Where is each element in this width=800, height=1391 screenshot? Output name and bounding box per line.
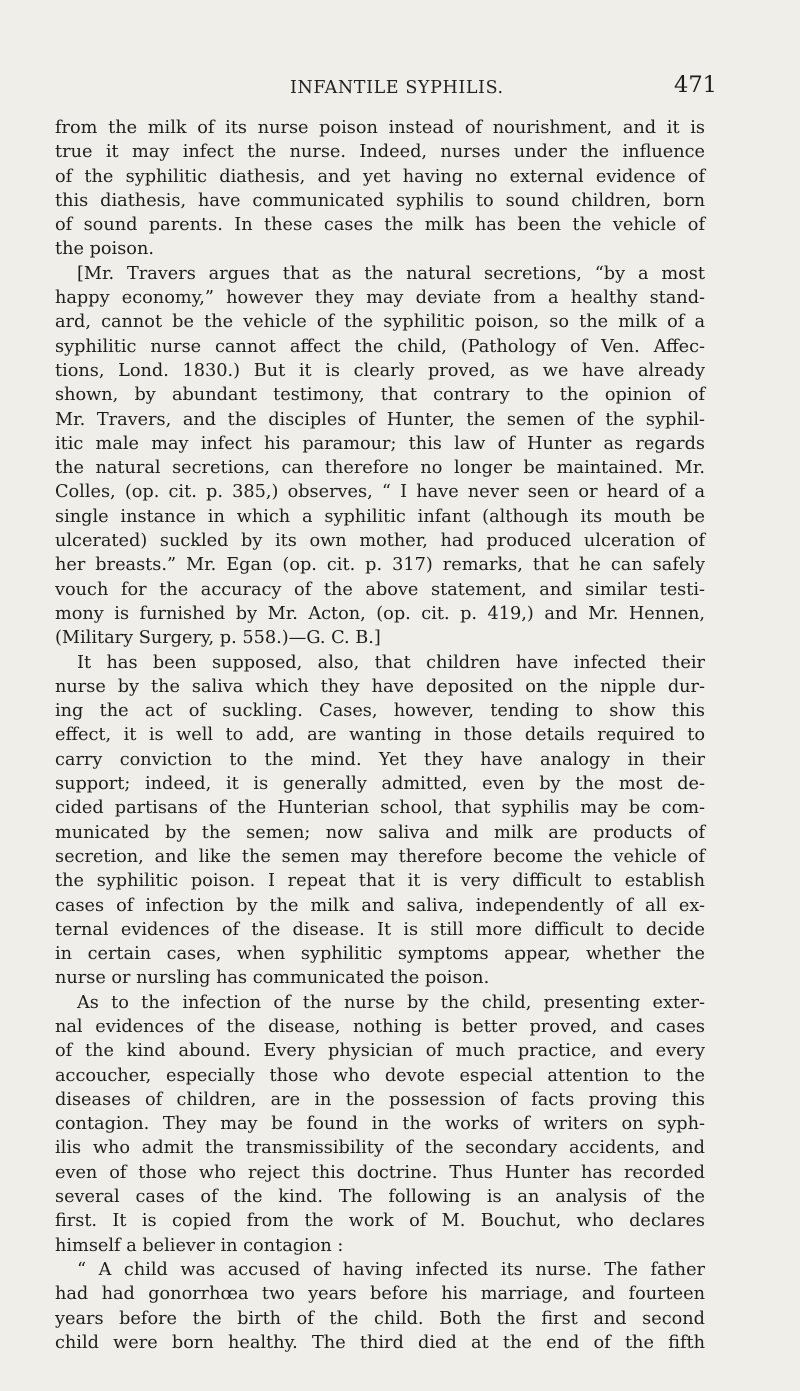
text-line: single instance in which a syphilitic infant (although its mouth be (55, 506, 705, 527)
text-line: As to the infection of the nurse by the child, presenting exter- (77, 992, 705, 1013)
running-head (0, 72, 800, 114)
text-line: her breasts.” Mr. Egan (op. cit. p. 317) remarks, that he can safely (55, 555, 705, 576)
text-line: (Military Surgery, p. 558.)—G. C. B.] (55, 628, 381, 649)
text-line: had had gonorrhœa two years before his marriage, and fourteen (55, 1284, 705, 1305)
text-line: ilis who admit the transmissibility of the secondary accidents, and (55, 1138, 705, 1159)
text-line: mony is furnished by Mr. Acton, (op. cit. p. 419,) and Mr. Hennen, (55, 603, 705, 624)
text-line: years before the birth of the child. Both the first and second (55, 1308, 705, 1329)
text-line: diseases of children, are in the possession of facts proving this (55, 1089, 705, 1110)
text-line: itic male may infect his paramour; this law of Hunter as regards (55, 433, 705, 454)
text-line: this diathesis, have communicated syphilis to sound children, born (55, 190, 705, 211)
text-line: of the kind abound. Every physician of much practice, and every (55, 1041, 705, 1062)
text-line: Mr. Travers, and the disciples of Hunter, the semen of the syphil- (55, 409, 705, 430)
text-line: nurse or nursling has communicated the poison. (55, 968, 490, 989)
text-line: nal evidences of the disease, nothing is better proved, and cases (55, 1016, 705, 1037)
text-line: tions, Lond. 1830.) But it is clearly proved, as we have already (55, 360, 705, 381)
text-line: ard, cannot be the vehicle of the syphilitic poison, so the milk of a (55, 312, 705, 333)
text-line: child were born healthy. The third died at the end of the fifth (55, 1332, 705, 1353)
text-line: even of those who reject this doctrine. Thus Hunter has recorded (55, 1162, 705, 1183)
text-line: the natural secretions, can therefore no longer be maintained. Mr. (55, 458, 705, 479)
text-line: support; indeed, it is generally admitted, even by the most de- (55, 774, 705, 795)
text-line: true it may infect the nurse. Indeed, nurses under the influence (55, 142, 705, 163)
text-line: from the milk of its nurse poison instead of nourishment, and it is (55, 118, 705, 138)
text-line: vouch for the accuracy of the above statement, and similar testi- (55, 579, 705, 600)
text-line: shown, by abundant testimony, that contrary to the opinion of (55, 385, 705, 406)
page-number: 471 (674, 72, 717, 98)
text-line: secretion, and like the semen may therefore become the vehicle of (55, 846, 705, 867)
text-line: Colles, (op. cit. p. 385,) observes, “ I have never seen or heard of a (55, 482, 705, 503)
text-line: ulcerated) suckled by its own mother, had produced ulceration of (55, 531, 705, 552)
text-line: happy economy,” however they may deviate from a healthy stand- (55, 288, 705, 309)
text-line: the poison. (55, 239, 154, 260)
text-line: ternal evidences of the disease. It is still more difficult to decide (55, 919, 705, 940)
body-text (55, 116, 705, 1355)
text-line: carry conviction to the mind. Yet they have analogy in their (55, 749, 705, 770)
text-line: cided partisans of the Hunterian school, that syphilis may be com- (55, 798, 705, 819)
text-line: contagion. They may be found in the works of writers on syph- (55, 1114, 705, 1135)
text-line: himself a believer in contagion : (55, 1235, 344, 1256)
text-line: syphilitic nurse cannot affect the child, (Pathology of Ven. Affec- (55, 336, 705, 357)
text-line: nurse by the saliva which they have deposited on the nipple dur- (55, 676, 705, 697)
text-line: of the syphilitic diathesis, and yet having no external evidence of (55, 166, 705, 187)
text-line: of sound parents. In these cases the milk has been the vehicle of (55, 215, 705, 236)
text-line: effect, it is well to add, are wanting in those details required to (55, 725, 705, 746)
text-line: It has been supposed, also, that children have infected their (77, 652, 705, 673)
text-line: accoucher, especially those who devote especial attention to the (55, 1065, 705, 1086)
text-line: [Mr. Travers argues that as the natural secretions, “by a most (77, 263, 705, 284)
text-line: the syphilitic poison. I repeat that it is very difficult to establish (55, 871, 705, 892)
text-line: in certain cases, when syphilitic symptoms appear, whether the (55, 944, 705, 965)
text-line: first. It is copied from the work of M. Bouchut, who declares (55, 1211, 705, 1232)
text-line: cases of infection by the milk and saliva, independently of all ex- (55, 895, 705, 916)
text-line: ing the act of suckling. Cases, however, tending to show this (55, 701, 705, 722)
chapter-running-title: INFANTILE SYPHILIS. (290, 78, 504, 98)
text-line: municated by the semen; now saliva and milk are products of (55, 822, 705, 843)
text-line: “ A child was accused of having infected its nurse. The father (77, 1259, 705, 1280)
text-line: several cases of the kind. The following is an analysis of the (55, 1187, 705, 1208)
